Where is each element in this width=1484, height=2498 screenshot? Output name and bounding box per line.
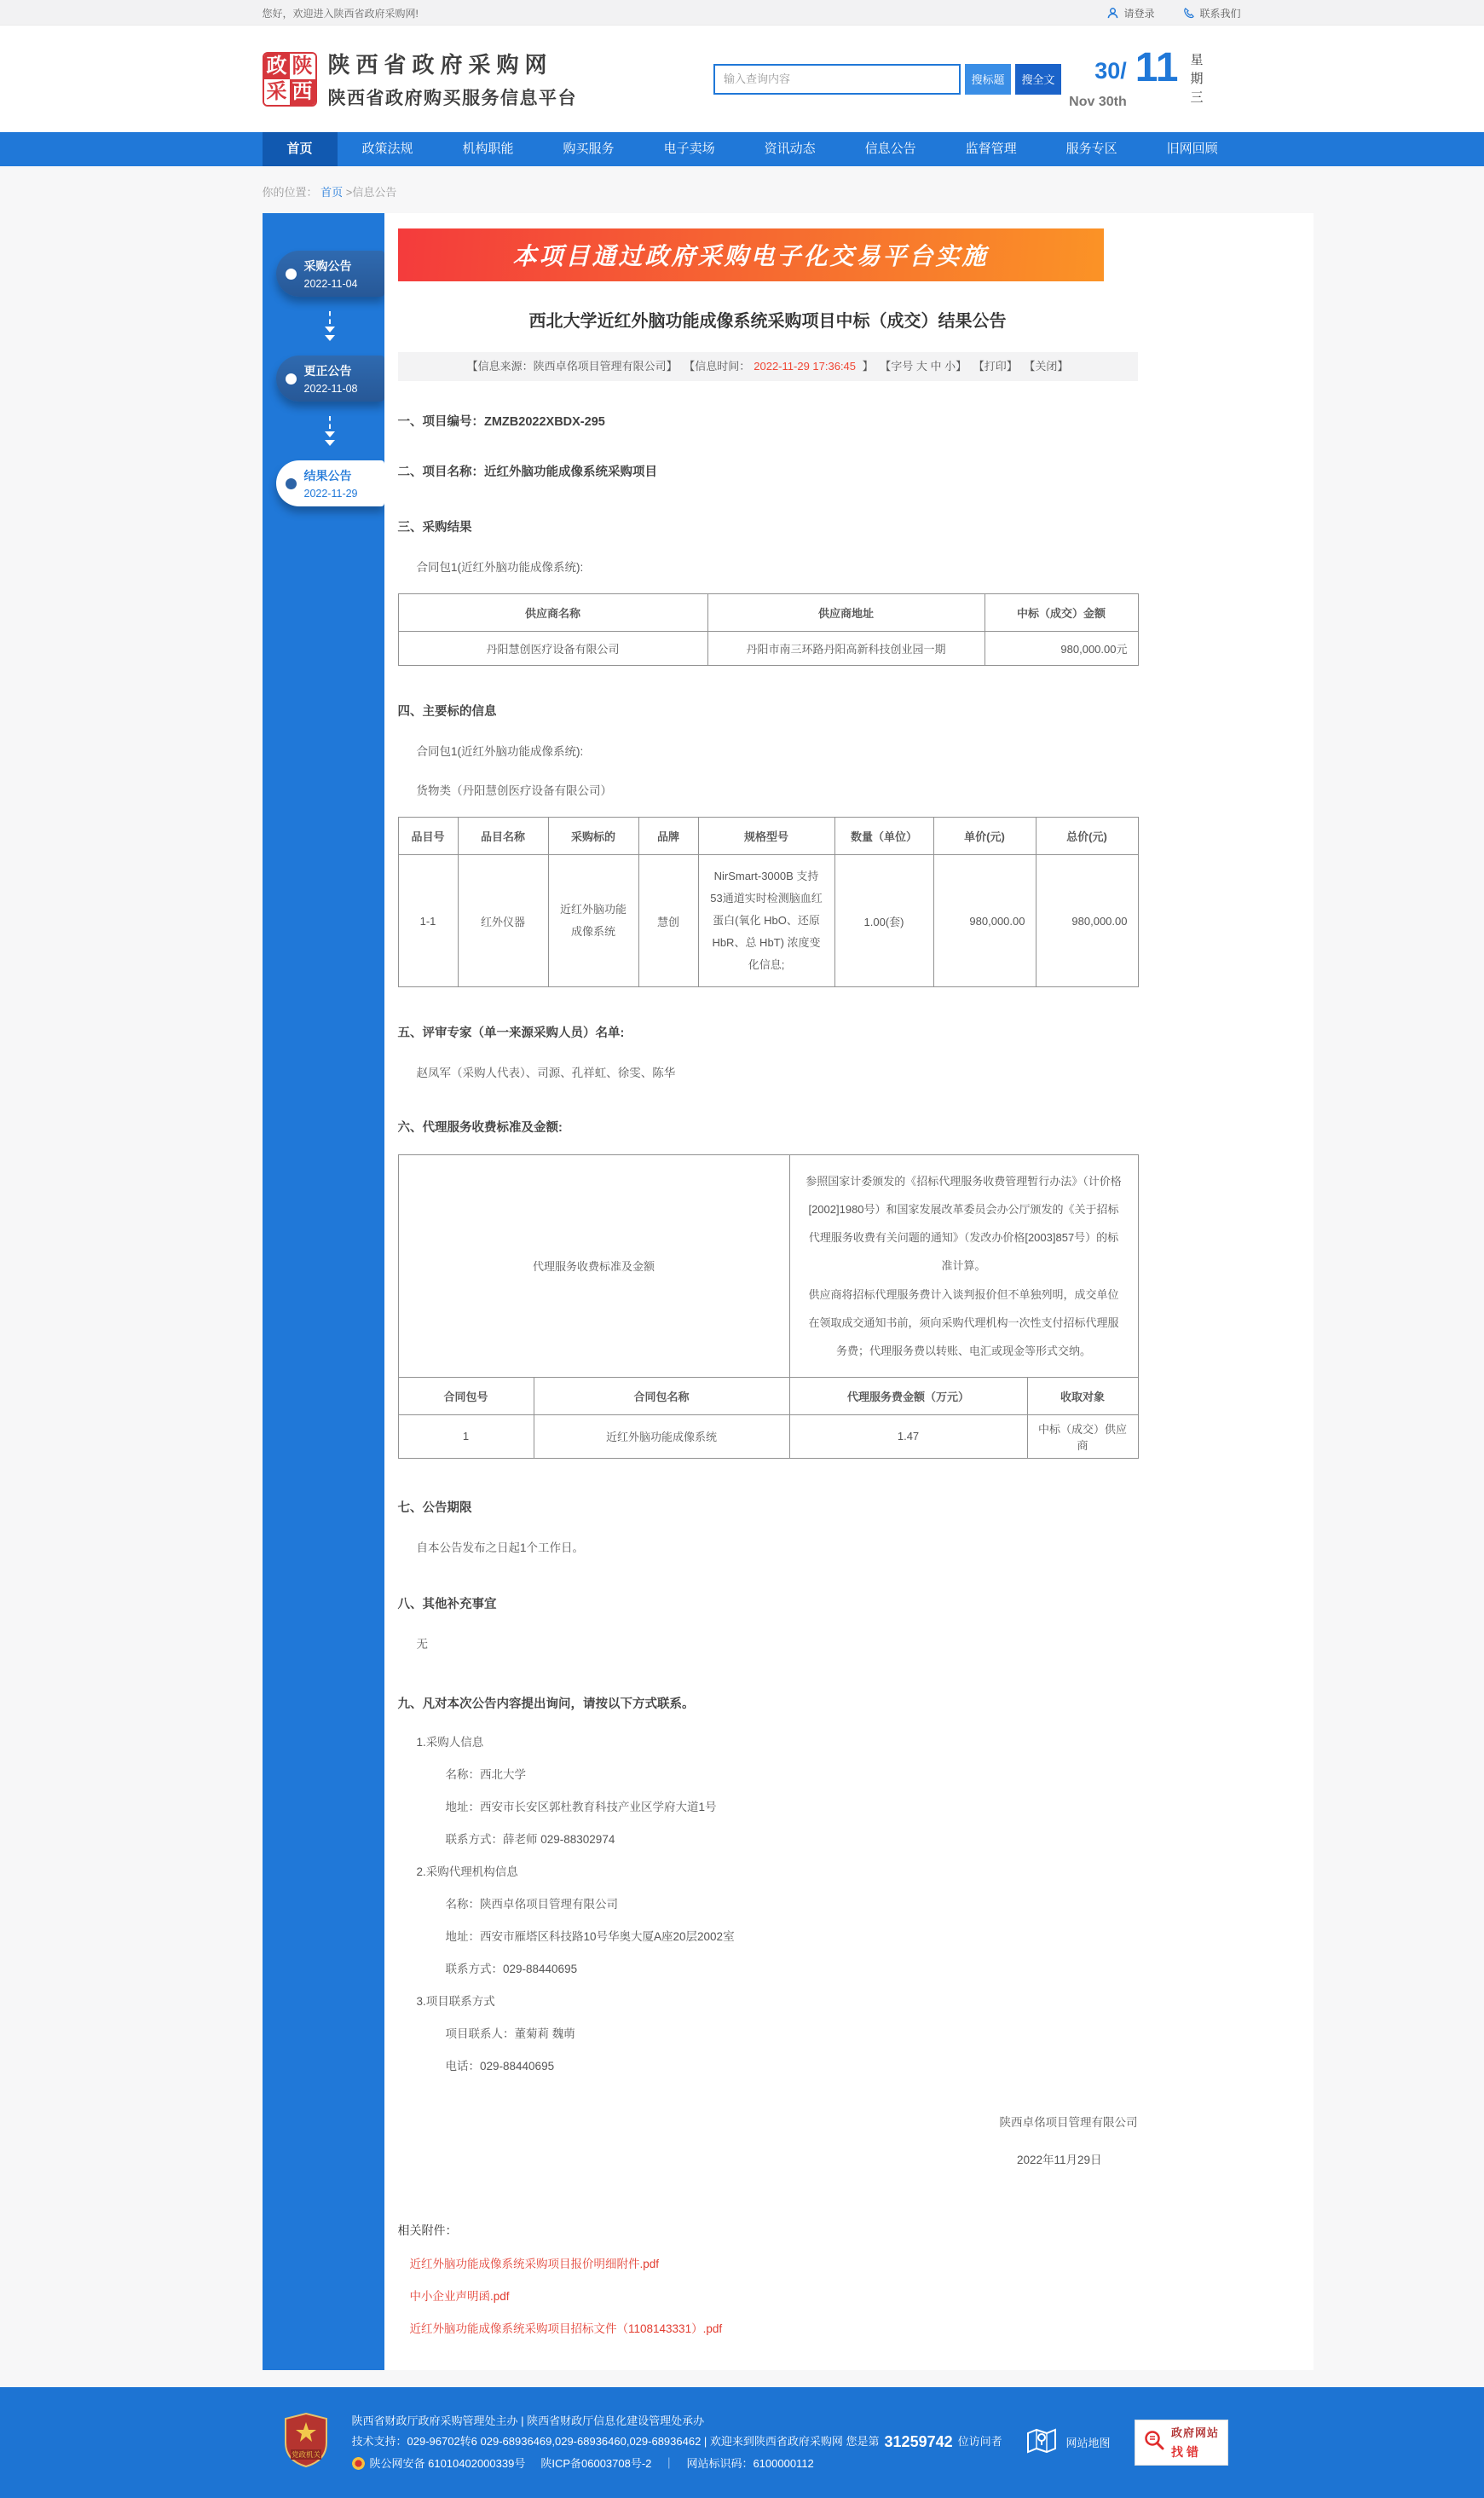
contact-line: 联系方式：薛老师 029-88302974 [445, 1832, 615, 1846]
site-subtitle: 陕西省政府购买服务信息平台 [327, 89, 577, 108]
date-day: 30/ [1094, 58, 1127, 84]
table-cell: 丹阳慧创医疗设备有限公司 [398, 632, 707, 666]
breadcrumb-current: >信息公告 [345, 186, 397, 199]
contact-group-title: 1.采购人信息 [416, 1735, 484, 1749]
print-button[interactable]: 【打印】 [973, 360, 1018, 373]
signature-date: 2022年11月29日 [1016, 2153, 1102, 2166]
timeline-date: 2022-11-29 [303, 488, 358, 500]
table-header-cell: 合同包名称 [534, 1377, 789, 1414]
info-time: 2022-11-29 17:36:45 [754, 360, 857, 373]
table-header-cell: 收取对象 [1027, 1377, 1138, 1414]
supplier-result-table [398, 593, 1139, 666]
find-error-badge[interactable] [1135, 2420, 1228, 2466]
table-header-cell: 数量（单位） [834, 818, 933, 855]
package-line: 合同包1(近红外脑功能成像系统): [416, 745, 584, 758]
seal-char: 政 [264, 54, 290, 79]
fee-standard-text [789, 1155, 1138, 1378]
table-cell: 慧创 [638, 855, 698, 987]
nav-item-news[interactable]: 资讯动态 [764, 142, 816, 156]
site-footer [0, 2387, 1484, 2498]
signature-block [398, 2113, 1138, 2167]
nav-item-policy[interactable]: 政策法规 [361, 142, 413, 156]
login-label: 请登录 [1123, 7, 1155, 20]
project-name: 近红外脑功能成像系统采购项目 [484, 465, 657, 479]
date-english: Nov 30th [1069, 95, 1127, 109]
attachments-section [398, 2222, 1138, 2336]
seal-char: 陕 [290, 54, 315, 79]
contact-group-title: 2.采购代理机构信息 [416, 1865, 518, 1878]
table-header-cell: 品牌 [638, 818, 698, 855]
government-emblem-icon [282, 2412, 330, 2472]
find-error-top: 政府网站 [1170, 2426, 1219, 2440]
section-3-heading: 三、采购结果 [397, 521, 472, 535]
timeline-date: 2022-11-08 [303, 383, 358, 395]
attachment-link[interactable]: 中小企业声明函.pdf [409, 2289, 510, 2303]
timeline-item-correction-notice[interactable] [276, 356, 384, 402]
contact-line: 名称：西北大学 [445, 1767, 526, 1781]
expert-names: 赵凤军（采购人代表）、司源、孔祥虹、徐雯、陈华 [416, 1067, 676, 1079]
signature-company: 陕西卓佲项目管理有限公司 [999, 2115, 1138, 2129]
timeline-item-procurement-notice[interactable] [276, 251, 384, 297]
timeline-dot [286, 478, 297, 489]
login-link[interactable] [1107, 6, 1154, 20]
breadcrumb-prefix: 你的位置： [262, 186, 318, 199]
timeline-dot [286, 269, 297, 280]
contact-line: 地址：西安市雁塔区科技路10号华奥大厦A座20层2002室 [445, 1929, 735, 1943]
announcement-title: 西北大学近红外脑功能成像系统采购项目中标（成交）结果公告 [528, 312, 1007, 331]
table-header-cell: 合同包号 [398, 1377, 534, 1414]
attachment-link[interactable]: 近红外脑功能成像系统采购项目报价明细附件.pdf [409, 2257, 660, 2270]
close-button[interactable]: 【关闭】 [1024, 360, 1069, 373]
fee-standard-paragraph: 供应商将招标代理服务费计入谈判报价但不单独列明，成交单位在领取成交通知书前，须向采购代理机构一次性支付招标代理服务费；代理服务费以转账、电汇或现金等形式交纳。 [808, 1287, 1119, 1357]
nav-item-home[interactable]: 首页 [263, 132, 338, 166]
table-header-cell: 代理服务费金额（万元） [789, 1377, 1027, 1414]
table-header-cell: 总价(元) [1036, 818, 1138, 855]
site-code: 网站标识码：6100000112 [686, 2456, 814, 2470]
table-cell: 1.00(套) [834, 855, 933, 987]
table-header-cell: 规格型号 [698, 818, 834, 855]
nav-item-service-zone[interactable]: 服务专区 [1065, 142, 1117, 156]
table-header-cell: 中标（成交）金额 [985, 594, 1138, 632]
attachments-title: 相关附件： [397, 2223, 458, 2237]
sitemap-link[interactable] [1026, 2426, 1110, 2458]
seal-char: 采 [264, 79, 290, 105]
date-display [1069, 45, 1240, 110]
section-2-heading: 二、项目名称：近红外脑功能成像系统采购项目 [397, 465, 657, 479]
timeline-item-result-notice[interactable] [276, 460, 384, 506]
table-header-cell: 供应商地址 [707, 594, 985, 632]
search-title-button[interactable]: 搜标题 [965, 64, 1011, 95]
table-cell: 980,000.00 [1036, 855, 1138, 987]
find-error-bottom: 找错 [1170, 2445, 1202, 2460]
agency-fee-table [398, 1154, 1139, 1459]
section-8-heading: 八、其他补充事宜 [397, 1597, 497, 1611]
section-7-body: 自本公告发布之日起1个工作日。 [416, 1541, 585, 1554]
timeline-title: 采购公告 [303, 259, 352, 273]
table-cell: NirSmart-3000B 支持53通道实时检测脑血红蛋白(氧化 HbO、还原 HbR、总 HbT) 浓度变化信息; [698, 855, 834, 987]
welcome-text: 您好，欢迎进入陕西省政府采购网! [262, 7, 419, 20]
timeline-date: 2022-11-04 [303, 278, 358, 290]
search-bar [713, 64, 1061, 95]
table-cell: 980,000.00 [933, 855, 1036, 987]
nav-item-e-mall[interactable]: 电子卖场 [663, 142, 715, 156]
support-text: 技术支持：029-96702转6 029-68936469,029-68936460,029-68936462 | 欢迎来到陕西省政府采购网 您是第 [351, 2435, 880, 2449]
contact-line: 联系方式：029-88440695 [445, 1962, 578, 1975]
seal-logo-icon [263, 52, 317, 107]
table-cell: 近红外脑功能成像系统 [548, 855, 638, 987]
timeline-title: 更正公告 [303, 364, 352, 378]
fee-standard-paragraph: 参照国家计委颁发的《招标代理服务收费管理暂行办法》（计价格[2002]1980号）和国家发展改革委员会办公厅颁发的《关于招标代理服务收费有关问题的通知》（发改办价格[2003]857号）的标准计算。 [806, 1175, 1122, 1273]
visitor-suffix: 位访问者 [957, 2435, 1002, 2449]
date-weekday: 星期三 [1188, 53, 1204, 109]
section-8-body: 无 [416, 1637, 428, 1651]
site-name: 陕西省政府采购网 [327, 52, 553, 78]
nav-item-purchase-services[interactable]: 购买服务 [563, 142, 615, 156]
contact-line: 项目联系人：董菊莉 魏萌 [445, 2027, 575, 2040]
down-arrow-icon [276, 402, 384, 460]
contact-group-title: 3.项目联系方式 [416, 1994, 495, 2008]
table-cell: 中标（成交）供应商 [1027, 1414, 1138, 1458]
footer-registration-line [352, 2457, 1002, 2470]
section-1-heading: 一、项目编号：ZMZB2022XBDX-295 [397, 415, 605, 429]
down-arrow-icon [276, 297, 384, 356]
font-size-control[interactable]: 【字号 大 中 小】 [880, 360, 967, 373]
table-header-cell: 品目名称 [458, 818, 548, 855]
phone-icon [1183, 8, 1194, 19]
emblem-label: 党政机关 [291, 2450, 320, 2460]
timeline-dot [286, 373, 297, 385]
site-logo [263, 48, 578, 110]
project-number: ZMZB2022XBDX-295 [484, 415, 605, 429]
nav-item-supervision[interactable]: 监督管理 [965, 142, 1017, 156]
section-5-heading: 五、评审专家（单一来源采购人员）名单: [397, 1026, 625, 1040]
table-cell: 1 [398, 1414, 534, 1458]
table-cell: 红外仪器 [458, 855, 548, 987]
map-icon [1026, 2426, 1057, 2458]
table-header-cell: 供应商名称 [398, 594, 707, 632]
user-icon [1107, 8, 1118, 19]
fee-standard-label: 代理服务收费标准及金额 [398, 1155, 789, 1378]
table-cell: 1.47 [789, 1414, 1027, 1458]
nav-item-old-site[interactable]: 旧网回顾 [1166, 142, 1218, 156]
contact-label: 联系我们 [1199, 7, 1241, 20]
table-cell: 近红外脑功能成像系统 [534, 1414, 789, 1458]
section-6-heading: 六、代理服务收费标准及金额: [397, 1121, 563, 1135]
date-month: 11 [1135, 45, 1179, 90]
footer-organizer-line: 陕西省财政厅政府采购管理处主办 | 陕西省财政厅信息化建设管理处承办 [351, 2414, 705, 2427]
section-4-heading: 四、主要标的信息 [397, 705, 497, 719]
separator: ｜ [663, 2456, 675, 2470]
visitor-count: 31259742 [884, 2432, 953, 2450]
breadcrumb [171, 166, 1314, 213]
icp-filing[interactable]: 陕ICP备06003708号-2 [540, 2456, 652, 2470]
info-source: 【信息来源：陕西卓佲项目管理有限公司】 [466, 360, 678, 373]
meta-bar [398, 352, 1138, 381]
seal-char: 西 [290, 79, 315, 105]
table-header-cell: 采购标的 [548, 818, 638, 855]
contact-line: 地址：西安市长安区郭杜教育科技产业区学府大道1号 [445, 1800, 717, 1813]
magnifier-icon [1143, 2429, 1165, 2455]
attachment-link[interactable]: 近红外脑功能成像系统采购项目招标文件（1108143331）.pdf [409, 2322, 723, 2335]
footer-support-line [352, 2434, 1002, 2449]
search-fulltext-button[interactable]: 搜全文 [1015, 64, 1061, 95]
table-header-cell: 单价(元) [933, 818, 1036, 855]
notice-timeline-sidebar [263, 213, 384, 2370]
table-cell: 1-1 [398, 855, 458, 987]
table-cell: 980,000.00元 [985, 632, 1138, 666]
platform-banner: 本项目通过政府采购电子化交易平台实施 [398, 228, 1104, 281]
security-badge-icon [352, 2457, 365, 2470]
table-header-cell: 品目号 [398, 818, 458, 855]
contact-line: 电话：029-88440695 [445, 2059, 555, 2073]
timeline-title: 结果公告 [303, 469, 352, 483]
info-time-close: 】 [859, 360, 874, 373]
main-nav [0, 132, 1484, 166]
contact-link[interactable] [1183, 6, 1240, 20]
breadcrumb-home-link[interactable]: 首页 [320, 186, 344, 199]
section-9-heading: 九、凡对本次公告内容提出询问，请按以下方式联系。 [397, 1697, 695, 1711]
contact-line: 名称：陕西卓佲项目管理有限公司 [445, 1897, 618, 1911]
package-line: 合同包1(近红外脑功能成像系统): [416, 561, 584, 574]
info-time-open: 【信息时间： [684, 360, 751, 373]
topbar [0, 0, 1484, 26]
bid-items-table [398, 817, 1139, 987]
nav-item-announcements[interactable]: 信息公告 [864, 142, 916, 156]
security-filing[interactable]: 陕公网安备 61010402000339号 [369, 2456, 526, 2470]
sitemap-label: 网站地图 [1065, 2437, 1111, 2450]
nav-item-org-functions[interactable]: 机构职能 [462, 142, 514, 156]
section-7-heading: 七、公告期限 [397, 1501, 472, 1515]
site-header [0, 26, 1484, 132]
category-line: 货物类（丹阳慧创医疗设备有限公司） [416, 784, 612, 797]
table-cell: 丹阳市南三环路丹阳高新科技创业园一期 [707, 632, 985, 666]
search-input[interactable] [713, 64, 961, 95]
